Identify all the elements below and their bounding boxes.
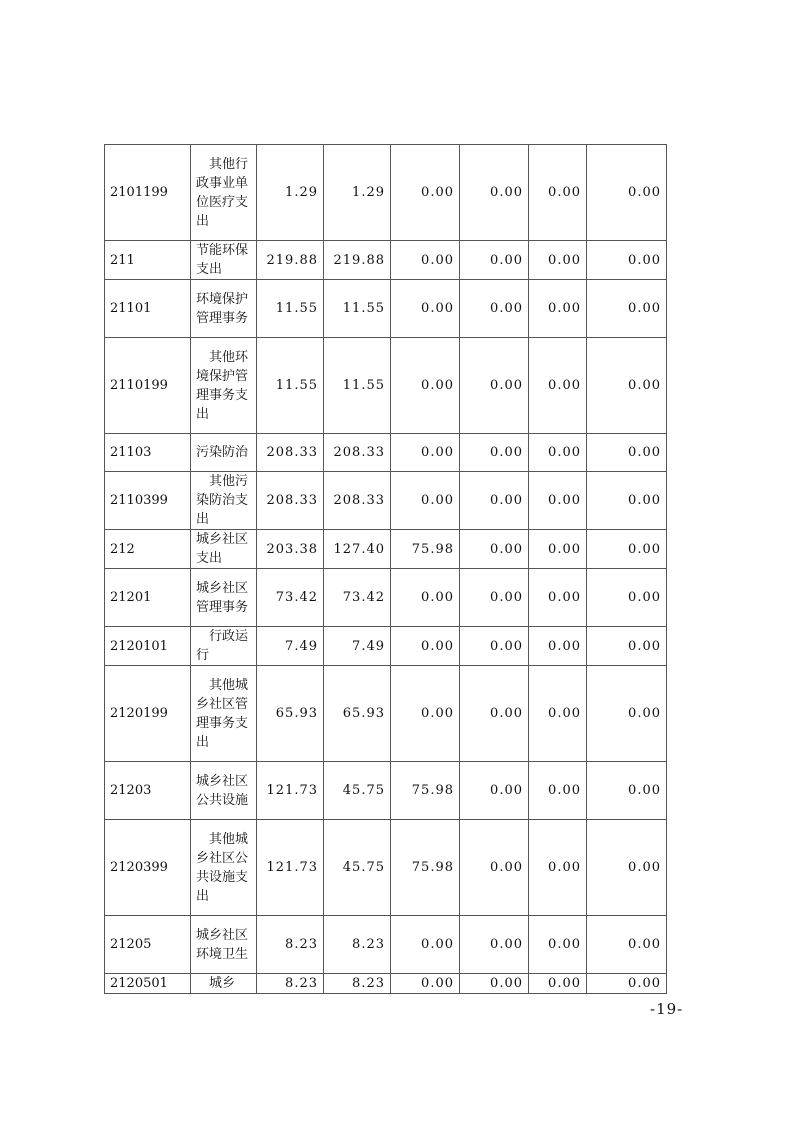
amount-cell-project: 0.00 xyxy=(391,569,460,627)
amount-cell-basic: 11.55 xyxy=(324,280,391,338)
subject-name-cell: 城乡社区支出 xyxy=(191,530,257,569)
amount-cell-basic: 8.23 xyxy=(324,916,391,974)
amount-cell-c6: 0.00 xyxy=(587,530,667,569)
amount-cell-project: 0.00 xyxy=(391,974,460,994)
amount-cell-project: 0.00 xyxy=(391,627,460,666)
amount-cell-total: 8.23 xyxy=(257,974,324,994)
table-row xyxy=(105,434,667,472)
subject-code-cell: 2110399 xyxy=(105,472,191,530)
amount-cell-basic: 45.75 xyxy=(324,820,391,916)
amount-cell-c5: 0.00 xyxy=(529,974,587,994)
subject-name-cell: 节能环保支出 xyxy=(191,241,257,280)
table-row xyxy=(105,820,667,916)
subject-name-cell: 行政运行 xyxy=(191,627,257,666)
amount-cell-basic: 7.49 xyxy=(324,627,391,666)
amount-cell-c5: 0.00 xyxy=(529,627,587,666)
amount-cell-total: 121.73 xyxy=(257,820,324,916)
amount-cell-c4: 0.00 xyxy=(460,338,529,434)
table-row xyxy=(105,241,667,280)
amount-cell-total: 219.88 xyxy=(257,241,324,280)
table-row xyxy=(105,338,667,434)
amount-cell-c6: 0.00 xyxy=(587,569,667,627)
amount-cell-c6: 0.00 xyxy=(587,280,667,338)
subject-name-cell: 其他污染防治支出 xyxy=(191,472,257,530)
amount-cell-c4: 0.00 xyxy=(460,569,529,627)
amount-cell-project: 0.00 xyxy=(391,434,460,472)
amount-cell-c5: 0.00 xyxy=(529,666,587,762)
amount-cell-total: 208.33 xyxy=(257,434,324,472)
amount-cell-c6: 0.00 xyxy=(587,974,667,994)
table-row xyxy=(105,666,667,762)
page-number: -19- xyxy=(650,1000,684,1018)
amount-cell-c6: 0.00 xyxy=(587,472,667,530)
budget-table xyxy=(104,144,667,994)
amount-cell-total: 65.93 xyxy=(257,666,324,762)
amount-cell-basic: 127.40 xyxy=(324,530,391,569)
amount-cell-basic: 11.55 xyxy=(324,338,391,434)
table-row xyxy=(105,145,667,241)
amount-cell-project: 75.98 xyxy=(391,820,460,916)
subject-name-cell: 城乡 xyxy=(191,974,257,994)
subject-name-cell: 其他城乡社区公共设施支出 xyxy=(191,820,257,916)
amount-cell-c5: 0.00 xyxy=(529,241,587,280)
amount-cell-project: 0.00 xyxy=(391,472,460,530)
subject-code-cell: 2120399 xyxy=(105,820,191,916)
amount-cell-c6: 0.00 xyxy=(587,916,667,974)
table-row xyxy=(105,280,667,338)
amount-cell-total: 121.73 xyxy=(257,762,324,820)
amount-cell-project: 0.00 xyxy=(391,666,460,762)
amount-cell-project: 0.00 xyxy=(391,280,460,338)
amount-cell-c5: 0.00 xyxy=(529,820,587,916)
subject-code-cell: 2120501 xyxy=(105,974,191,994)
amount-cell-c6: 0.00 xyxy=(587,820,667,916)
amount-cell-c4: 0.00 xyxy=(460,820,529,916)
amount-cell-c5: 0.00 xyxy=(529,434,587,472)
amount-cell-c5: 0.00 xyxy=(529,569,587,627)
table-row xyxy=(105,530,667,569)
amount-cell-c4: 0.00 xyxy=(460,434,529,472)
subject-name-cell: 环境保护管理事务 xyxy=(191,280,257,338)
subject-name-cell: 城乡社区环境卫生 xyxy=(191,916,257,974)
subject-code-cell: 21201 xyxy=(105,569,191,627)
amount-cell-c5: 0.00 xyxy=(529,762,587,820)
amount-cell-c6: 0.00 xyxy=(587,434,667,472)
subject-code-cell: 2120101 xyxy=(105,627,191,666)
table-row xyxy=(105,627,667,666)
amount-cell-project: 0.00 xyxy=(391,145,460,241)
amount-cell-c6: 0.00 xyxy=(587,145,667,241)
amount-cell-project: 0.00 xyxy=(391,916,460,974)
amount-cell-project: 75.98 xyxy=(391,530,460,569)
table-row xyxy=(105,916,667,974)
amount-cell-c5: 0.00 xyxy=(529,530,587,569)
table-row xyxy=(105,762,667,820)
amount-cell-total: 1.29 xyxy=(257,145,324,241)
amount-cell-c6: 0.00 xyxy=(587,338,667,434)
subject-name-cell: 其他城乡社区管理事务支出 xyxy=(191,666,257,762)
amount-cell-c5: 0.00 xyxy=(529,472,587,530)
amount-cell-total: 208.33 xyxy=(257,472,324,530)
amount-cell-c6: 0.00 xyxy=(587,241,667,280)
amount-cell-basic: 219.88 xyxy=(324,241,391,280)
amount-cell-total: 203.38 xyxy=(257,530,324,569)
amount-cell-c4: 0.00 xyxy=(460,627,529,666)
amount-cell-basic: 45.75 xyxy=(324,762,391,820)
amount-cell-total: 73.42 xyxy=(257,569,324,627)
table-row xyxy=(105,974,667,994)
table-row xyxy=(105,569,667,627)
amount-cell-basic: 1.29 xyxy=(324,145,391,241)
amount-cell-total: 11.55 xyxy=(257,338,324,434)
subject-name-cell: 污染防治 xyxy=(191,434,257,472)
amount-cell-project: 75.98 xyxy=(391,762,460,820)
subject-code-cell: 212 xyxy=(105,530,191,569)
subject-code-cell: 211 xyxy=(105,241,191,280)
amount-cell-total: 11.55 xyxy=(257,280,324,338)
amount-cell-total: 7.49 xyxy=(257,627,324,666)
subject-name-cell: 城乡社区公共设施 xyxy=(191,762,257,820)
amount-cell-basic: 65.93 xyxy=(324,666,391,762)
subject-code-cell: 21205 xyxy=(105,916,191,974)
amount-cell-c4: 0.00 xyxy=(460,762,529,820)
amount-cell-c6: 0.00 xyxy=(587,762,667,820)
subject-code-cell: 2110199 xyxy=(105,338,191,434)
subject-code-cell: 21103 xyxy=(105,434,191,472)
amount-cell-c5: 0.00 xyxy=(529,916,587,974)
amount-cell-c5: 0.00 xyxy=(529,280,587,338)
amount-cell-c4: 0.00 xyxy=(460,530,529,569)
amount-cell-project: 0.00 xyxy=(391,338,460,434)
subject-code-cell: 2120199 xyxy=(105,666,191,762)
amount-cell-c4: 0.00 xyxy=(460,280,529,338)
amount-cell-c4: 0.00 xyxy=(460,472,529,530)
amount-cell-basic: 208.33 xyxy=(324,434,391,472)
table-row xyxy=(105,472,667,530)
subject-name-cell: 其他环境保护管理事务支出 xyxy=(191,338,257,434)
subject-code-cell: 2101199 xyxy=(105,145,191,241)
table-body xyxy=(105,145,667,994)
amount-cell-c4: 0.00 xyxy=(460,145,529,241)
amount-cell-basic: 8.23 xyxy=(324,974,391,994)
subject-name-cell: 城乡社区管理事务 xyxy=(191,569,257,627)
amount-cell-total: 8.23 xyxy=(257,916,324,974)
amount-cell-c4: 0.00 xyxy=(460,241,529,280)
subject-code-cell: 21101 xyxy=(105,280,191,338)
amount-cell-c4: 0.00 xyxy=(460,974,529,994)
amount-cell-basic: 73.42 xyxy=(324,569,391,627)
amount-cell-c5: 0.00 xyxy=(529,338,587,434)
subject-name-cell: 其他行政事业单位医疗支出 xyxy=(191,145,257,241)
amount-cell-c6: 0.00 xyxy=(587,666,667,762)
amount-cell-c4: 0.00 xyxy=(460,916,529,974)
subject-code-cell: 21203 xyxy=(105,762,191,820)
amount-cell-c5: 0.00 xyxy=(529,145,587,241)
amount-cell-c4: 0.00 xyxy=(460,666,529,762)
amount-cell-project: 0.00 xyxy=(391,241,460,280)
amount-cell-basic: 208.33 xyxy=(324,472,391,530)
amount-cell-c6: 0.00 xyxy=(587,627,667,666)
